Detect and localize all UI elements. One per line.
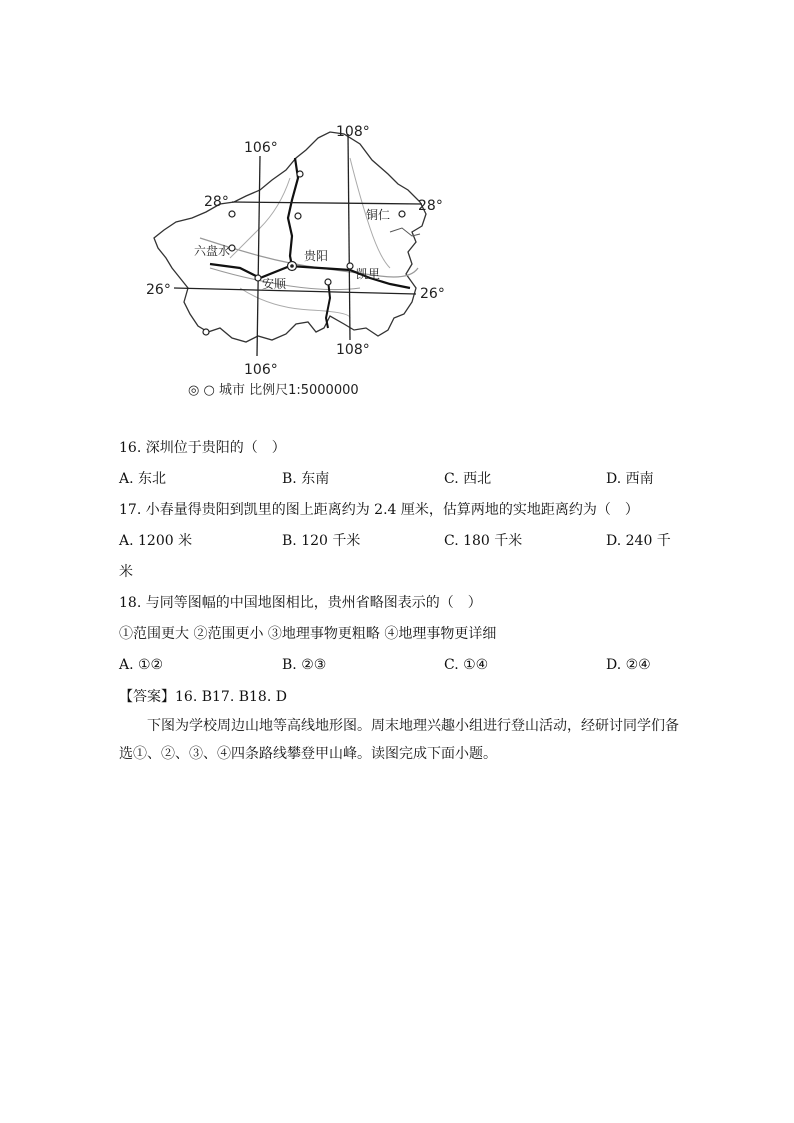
- label-lon-106-bottom: 106°: [244, 362, 278, 378]
- question-18-choices: ①范围更大 ②范围更小 ③地理事物更粗略 ④地理事物更详细: [119, 626, 497, 642]
- map-legend: ◎ ○ 城市 比例尺1:5000000: [188, 383, 359, 398]
- label-lon-108-bottom: 108°: [336, 342, 370, 358]
- question-17-option-d: D. 240 千: [606, 533, 671, 549]
- parallel-26: [174, 288, 416, 294]
- city-kaili: [347, 263, 353, 269]
- city-tongren: [399, 211, 405, 217]
- question-17-option-c: C. 180 千米: [444, 533, 523, 549]
- label-liupanshui: 六盘水: [194, 244, 231, 258]
- label-lon-106-top: 106°: [244, 140, 278, 156]
- question-17-option-a: A. 1200 米: [119, 533, 193, 549]
- parallel-28: [232, 202, 422, 204]
- question-17-stem: 17. 小春量得贵阳到凯里的图上距离约为 2.4 厘米，估算两地的实地距离约为（ ）: [119, 502, 639, 518]
- question-16-option-b: B. 东南: [282, 471, 330, 487]
- label-anshun: 安顺: [262, 277, 287, 291]
- question-17-option-d-wrap: 米: [119, 564, 133, 580]
- guizhou-map: [140, 118, 460, 408]
- guizhou-map-figure: [140, 118, 460, 408]
- label-lat-28-right: 28°: [418, 198, 443, 214]
- label-lat-28-left: 28°: [204, 194, 229, 210]
- question-16-option-a: A. 东北: [119, 471, 167, 487]
- label-tongren: 铜仁: [366, 208, 391, 222]
- question-18-option-d: D. ②④: [606, 657, 651, 673]
- label-lon-108-top: 108°: [336, 124, 370, 140]
- label-guiyang: 贵阳: [304, 249, 329, 263]
- label-lat-26-left: 26°: [146, 282, 171, 298]
- meridian-108: [348, 134, 350, 340]
- province-outline: [154, 132, 426, 342]
- question-18-stem: 18. 与同等图幅的中国地图相比，贵州省略图表示的（ ）: [119, 595, 482, 611]
- answer-line: 【答案】16. B17. B18. D: [119, 689, 287, 705]
- intro-paragraph: 下图为学校周边山地等高线地形图。周末地理兴趣小组进行登山活动，经研讨同学们备选①、②、③、④四条路线攀登甲山峰。读图完成下面小题。: [119, 718, 679, 762]
- label-kaili: 凯里: [356, 267, 381, 281]
- question-18-option-b: B. ②③: [282, 657, 327, 673]
- question-17-option-b: B. 120 千米: [282, 533, 361, 549]
- question-16-option-d: D. 西南: [606, 471, 654, 487]
- question-16-option-c: C. 西北: [444, 471, 492, 487]
- question-18-option-c: C. ①④: [444, 657, 489, 673]
- label-lat-26-right: 26°: [420, 286, 445, 302]
- question-16-stem: 16. 深圳位于贵阳的（ ）: [119, 440, 286, 456]
- question-18-option-a: A. ①②: [119, 657, 164, 673]
- city-anshun: [255, 275, 261, 281]
